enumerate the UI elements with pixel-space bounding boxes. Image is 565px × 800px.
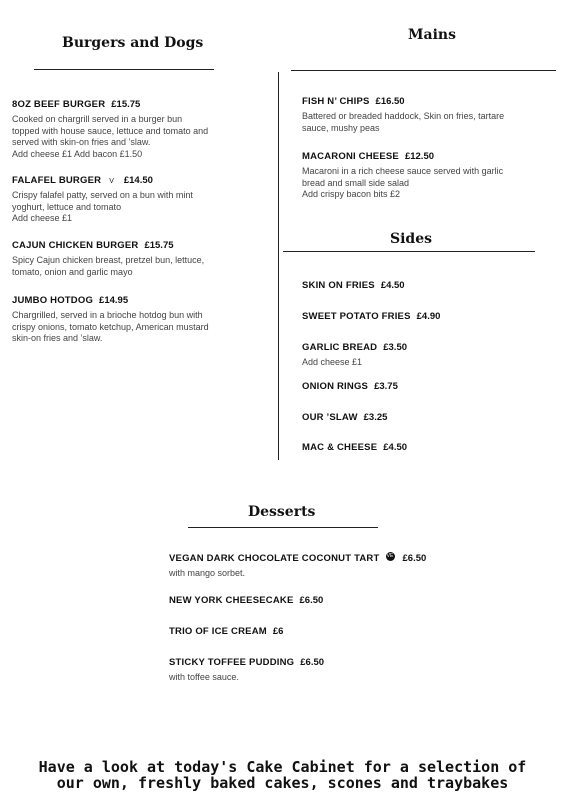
item-description: Spicy Cajun chicken breast, pretzel bun, lettuce, tomato, onion and garlic mayo: [12, 255, 205, 277]
item-description: Add cheese £1: [302, 357, 363, 367]
menu-item: [302, 407, 387, 425]
item-price: £6.50: [402, 553, 427, 564]
item-price: £6: [272, 626, 284, 637]
item-name: NEW YORK CHEESECAKE: [169, 595, 294, 606]
sides-heading: Sides: [390, 231, 433, 247]
item-description: Battered or breaded haddock, Skin on fries, tartare sauce, mushy peas: [302, 111, 505, 133]
item-price: £14.95: [99, 295, 129, 306]
item-price: £6.50: [299, 595, 324, 606]
item-price: £4.50: [380, 280, 405, 291]
cake-cabinet-note: Have a look at today's Cake Cabinet for a selection of our own, freshly baked cakes, scones and traybakes: [38, 758, 527, 792]
menu-item: [302, 146, 503, 201]
item-price: £4.90: [416, 311, 441, 322]
burgers-heading: Burgers and Dogs: [62, 35, 204, 51]
item-name: JUMBO HOTDOG: [12, 295, 94, 306]
item-description: with toffee sauce.: [169, 672, 239, 682]
menu-item: [169, 652, 324, 684]
item-name: SWEET POTATO FRIES: [302, 311, 411, 322]
item-name: VEGAN DARK CHOCOLATE COCONUT TART: [169, 553, 380, 564]
menu-item: [302, 275, 405, 293]
item-description: Crispy falafel patty, served on a bun with mint yoghurt, lettuce and tomato Add cheese £1: [12, 190, 193, 223]
menu-item: [12, 235, 204, 278]
item-name: FALAFEL BURGER: [12, 175, 102, 186]
item-price: £6.50: [300, 657, 325, 668]
item-price: £16.50: [375, 96, 405, 107]
item-price: £12.50: [404, 151, 435, 162]
item-name: MAC & CHEESE: [302, 442, 378, 453]
item-price: £15.75: [144, 240, 174, 251]
vegan-badge-icon: VE: [386, 553, 394, 560]
sides-divider: [283, 251, 535, 252]
item-price: £3.75: [374, 381, 398, 392]
item-name: SKIN ON FRIES: [302, 280, 375, 291]
column-divider: [278, 72, 279, 460]
item-name: OUR ’SLAW: [302, 412, 358, 423]
item-name: STICKY TOFFEE PUDDING: [169, 657, 295, 668]
menu-item: [302, 376, 398, 394]
menu-item: [302, 91, 504, 134]
menu-item: [302, 437, 407, 455]
item-price: £14.50: [123, 175, 153, 186]
item-name: GARLIC BREAD: [302, 342, 378, 353]
item-name: ONION RINGS: [302, 381, 369, 392]
menu-item: [169, 590, 323, 608]
item-description: with mango sorbet.: [169, 568, 246, 578]
item-price: £15.75: [111, 99, 141, 110]
menu-item: [12, 94, 208, 160]
item-name: FISH N’ CHIPS: [302, 96, 370, 107]
menu-item: [302, 306, 440, 324]
item-description: Macaroni in a rich cheese sauce served with garlic bread and small side salad Add crispy bacon bits £2: [302, 166, 504, 199]
mains-divider: [291, 70, 556, 71]
item-name: 8OZ BEEF BURGER: [12, 99, 106, 110]
item-price: £3.25: [363, 412, 388, 423]
menu-item: [169, 621, 283, 639]
desserts-divider: [188, 527, 378, 528]
menu-item: [169, 548, 426, 580]
item-price: £4.50: [383, 442, 408, 453]
mains-heading: Mains: [408, 27, 456, 43]
item-description: Chargrilled, served in a brioche hotdog bun with crispy onions, tomato ketchup, American mustard skin-on fries and ’slaw.: [12, 310, 209, 343]
burgers-divider: [34, 69, 214, 70]
item-price: £3.50: [383, 342, 408, 353]
item-description: Cooked on chargrill served in a burger bun topped with house sauce, lettuce and tomato and served with skin-on fries and ’slaw. Add cheese £1 Add bacon £1.50: [12, 114, 209, 159]
menu-item: [302, 337, 407, 369]
item-name: CAJUN CHICKEN BURGER: [12, 240, 139, 251]
menu-item: [12, 170, 193, 225]
menu-item: [12, 290, 209, 345]
item-name: MACARONI CHEESE: [302, 151, 399, 162]
item-name: TRIO OF ICE CREAM: [169, 626, 267, 637]
desserts-heading: Desserts: [248, 504, 316, 520]
vegetarian-mark: V: [109, 178, 114, 185]
